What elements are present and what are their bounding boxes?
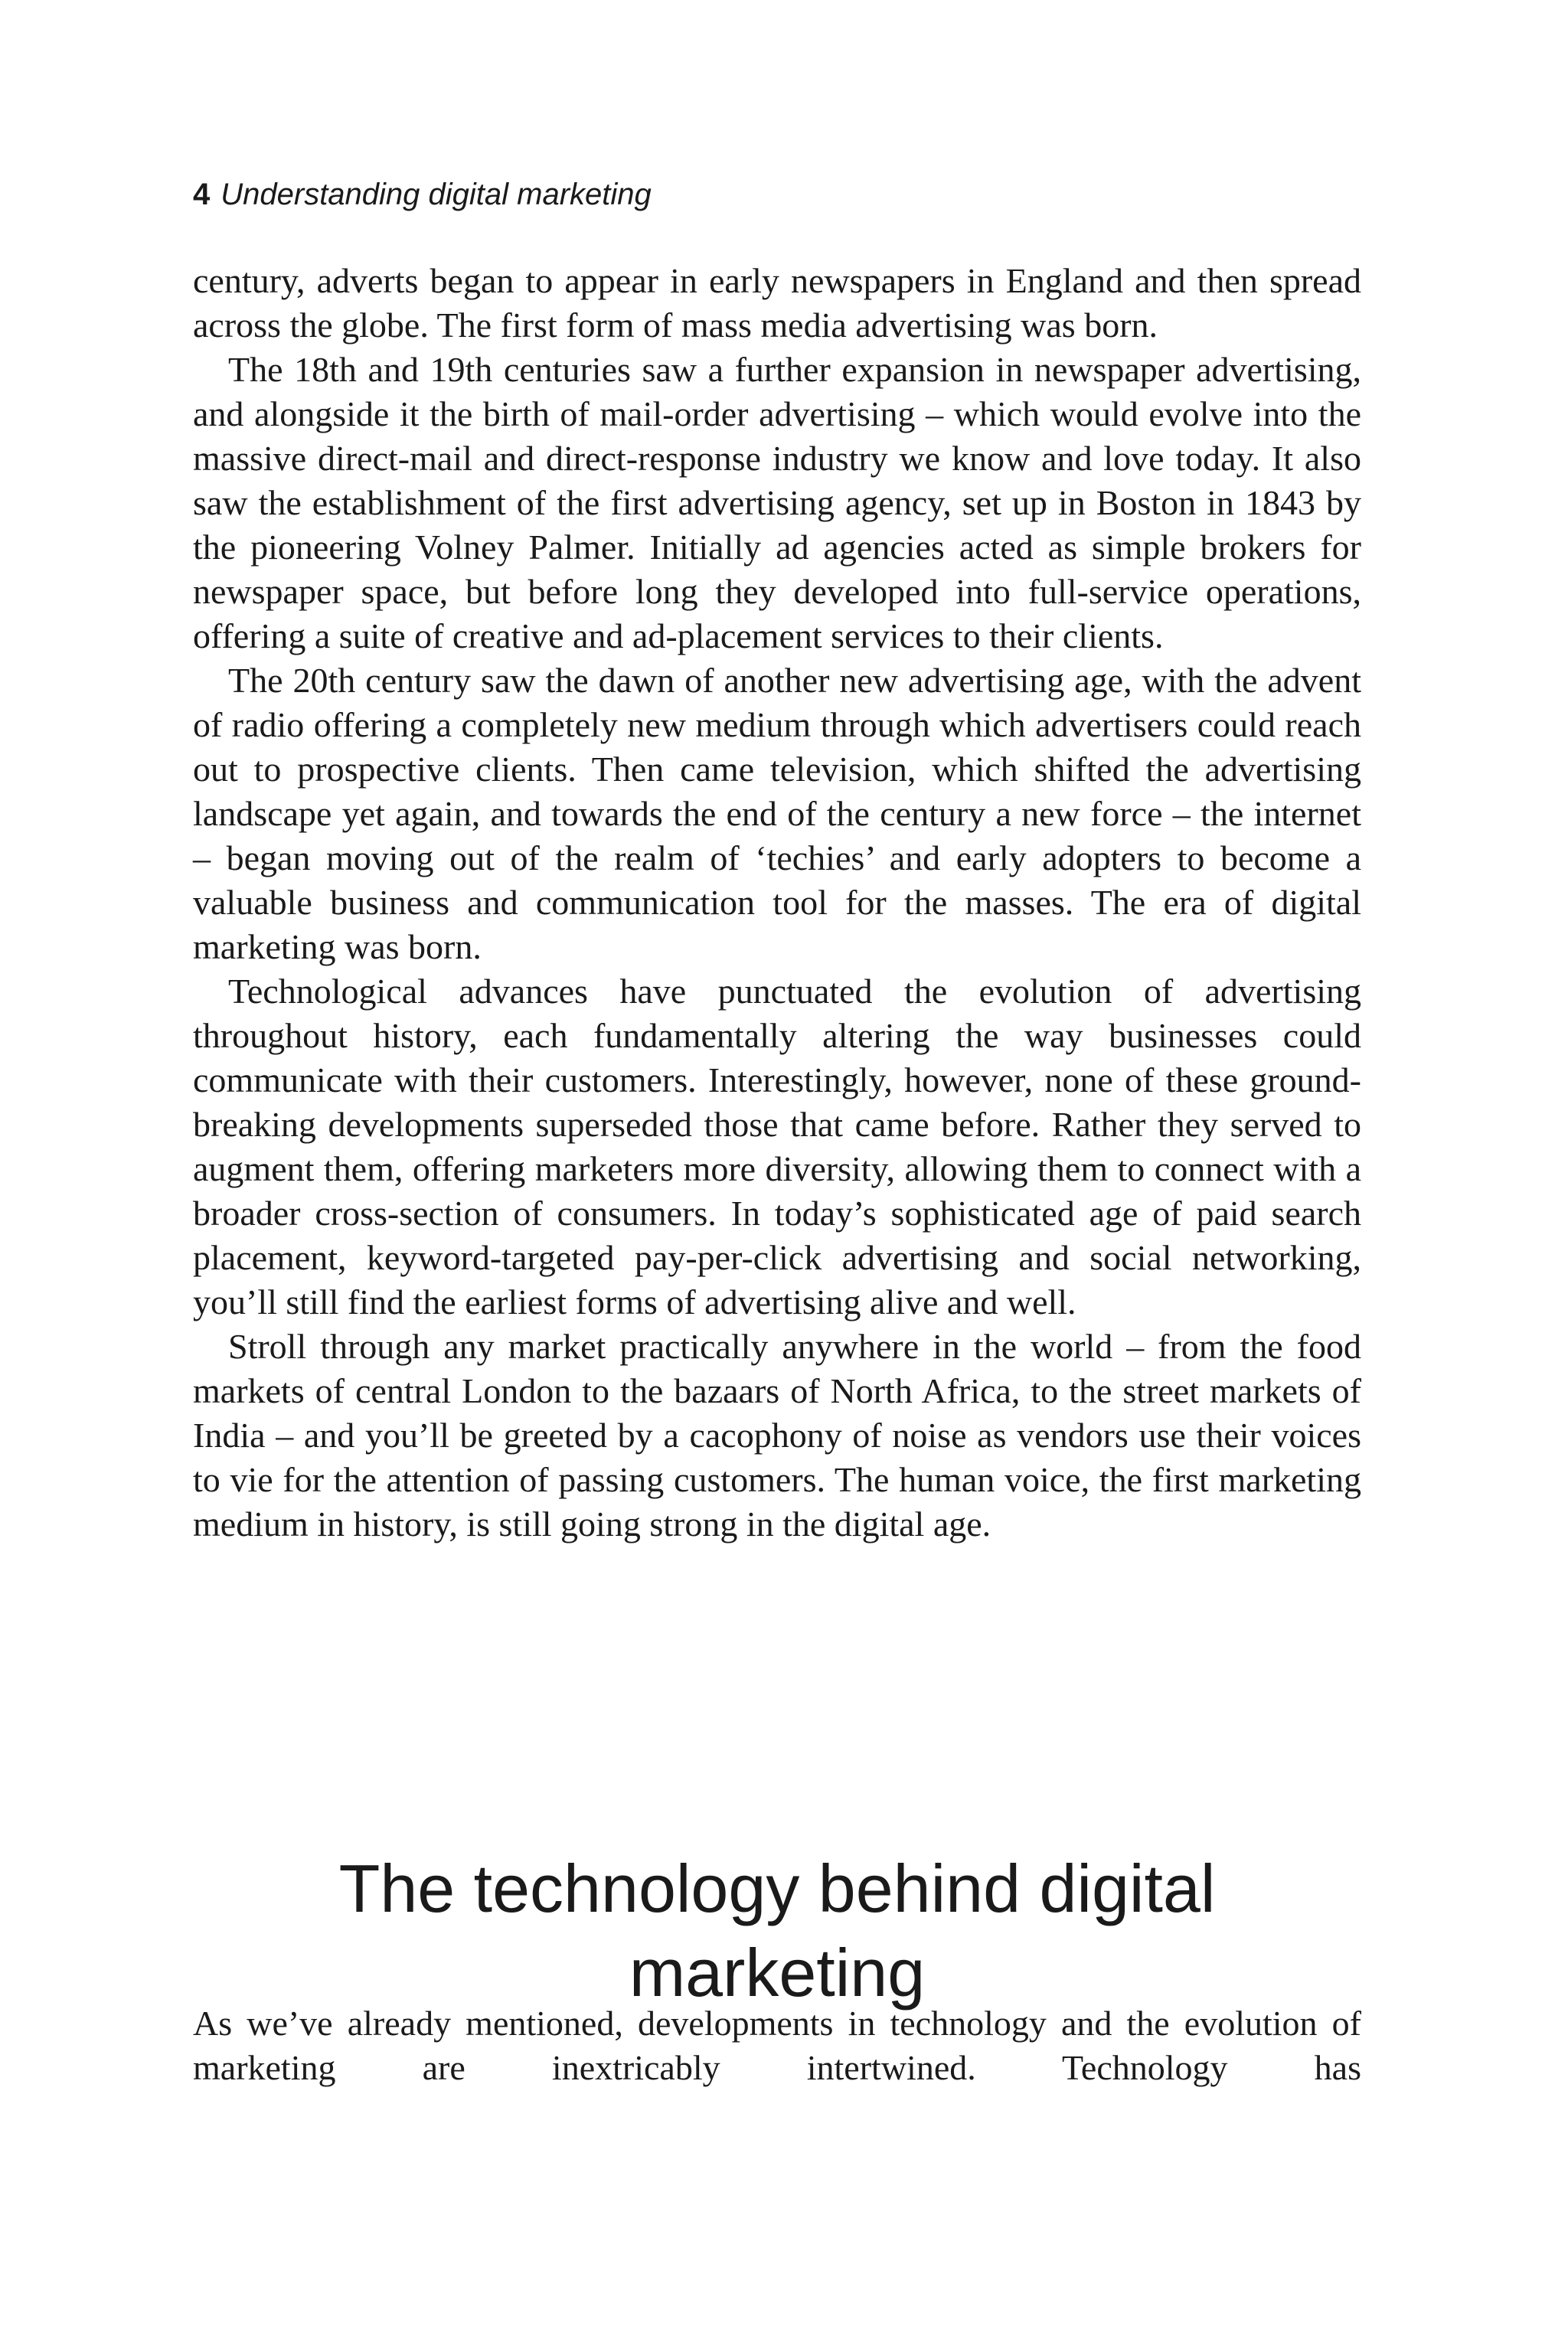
paragraph-5: Stroll through any market practically anywhere in the world – from the food markets of central London to the bazaars of North Africa, to the street markets of India – and you’ll be greeted by a cacophony of noise as vendors use their voices to vie for the attention of passing customers. The human voice, the first marketing medium in history, is still going strong in the digital age.: [193, 1327, 1361, 1544]
running-head-title: Understanding digital marketing: [220, 178, 652, 211]
page-number: 4: [193, 178, 211, 211]
body-text: [193, 259, 1361, 1547]
paragraph-3: The 20th century saw the dawn of another new advertising age, with the advent of radio offering a completely new medium through which advertisers could reach out to prospective clients. Then came television, which shifted the advertising landscape yet again, and towards the end of the century a new force – the internet – began moving out of the realm of ‘techies’ and early adopters to become a valuable business and communication tool for the masses. The era of digital marketing was born.: [193, 661, 1361, 966]
section-heading: The technology behind digital marketing: [338, 1851, 1216, 2011]
paragraph-2: The 18th and 19th centuries saw a further expansion in newspaper advertising, and alongside it the birth of mail-order advertising – which would evolve into the massive direct-mail and direct-response industry we know and love today. It also saw the establishment of the first advertising agency, set up in Boston in 1843 by the pioneering Volney Palmer. Initially ad agencies acted as simple brokers for newspaper space, but before long they developed into full-service operations, offering a suite of creative and ad-placement services to their clients.: [193, 350, 1361, 655]
section-paragraph: As we’ve already mentioned, developments in technology and the evolution of marketing are inextricably intertwined. Technology has: [193, 2004, 1361, 2087]
section-text: [193, 2001, 1361, 2090]
paragraph-1: century, adverts began to appear in early newspapers in England and then spread across the globe. The first form of mass media advertising was born.: [193, 261, 1361, 345]
running-head: [193, 173, 652, 216]
paragraph-4: Technological advances have punctuated the evolution of advertising throughout history, each fundamentally altering the way businesses could communicate with their customers. Interestingly, however, none of these ground-breaking developments superseded those that came before. Rather they served to augment them, offering marketers more diversity, allowing them to connect with a broader cross-section of consumers. In today’s sophisticated age of paid search placement, keyword-targeted pay-per-click advertising and social networking, you’ll still find the earliest forms of advertising alive and well.: [193, 972, 1361, 1321]
